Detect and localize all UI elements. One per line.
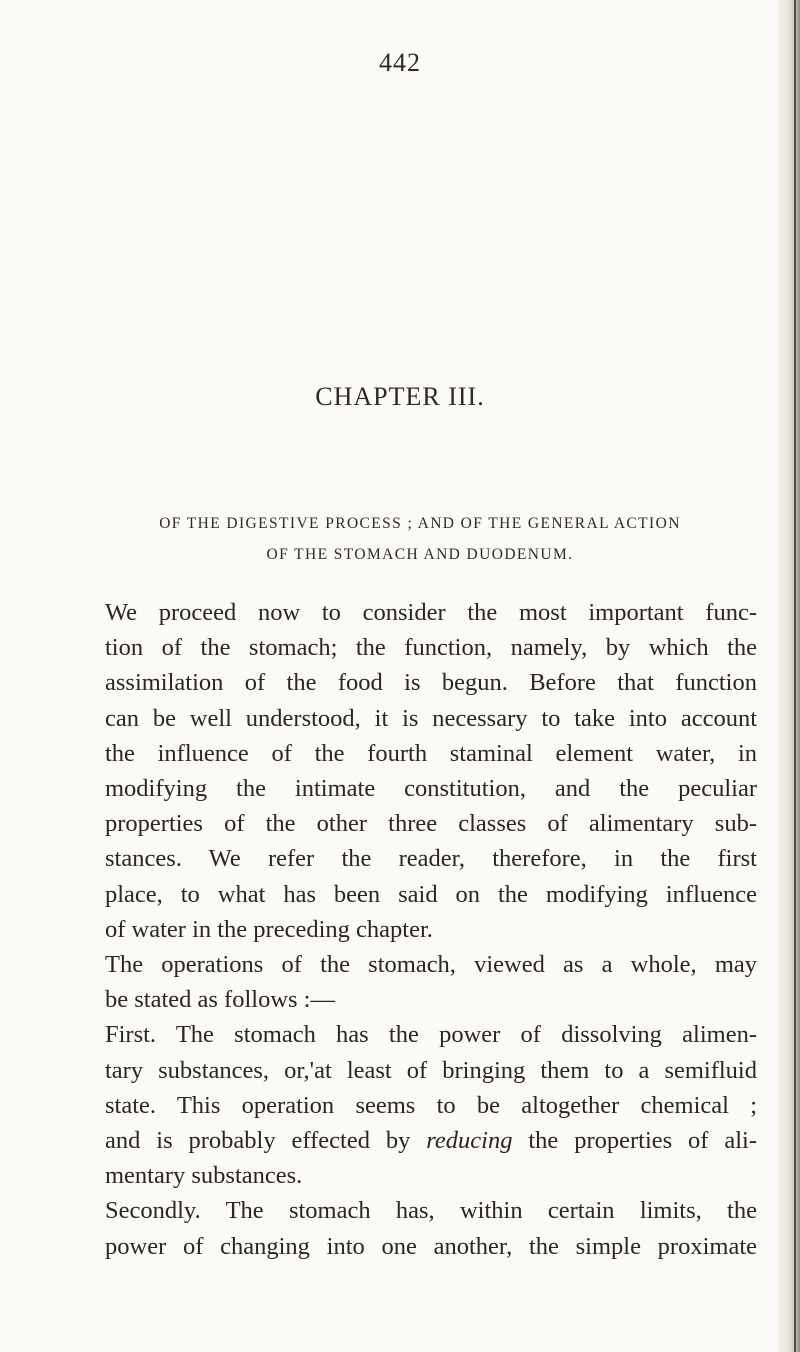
text-line: modifying the intimate constitution, and the peculiar (105, 775, 757, 803)
text-segment: and is probably effected by (105, 1127, 411, 1155)
italic-word: reducing (426, 1127, 513, 1155)
text-line: mentary substances. (105, 1162, 303, 1190)
text-line: can be well understood, it is necessary to take into account (105, 704, 757, 732)
text-line: Secondly. The stomach has, within certain limits, the (105, 1197, 757, 1225)
body-text (105, 595, 757, 1264)
subtitle-line-1: OF THE DIGESTIVE PROCESS ; AND OF THE GENERAL ACTION (159, 515, 681, 532)
text-line: tary substances, or,'at least of bringing them to a semifluid (105, 1056, 757, 1084)
text-line: power of changing into one another, the simple proximate (105, 1232, 757, 1260)
page-edge-shadow (778, 0, 800, 1352)
page-number: 442 (379, 48, 421, 77)
subtitle-line-2: OF THE STOMACH AND DUODENUM. (266, 546, 574, 563)
text-line: place, to what has been said on the modifying influence (105, 880, 757, 908)
text-line: assimilation of the food is begun. Before that function (105, 669, 757, 697)
text-line: properties of the other three classes of alimentary sub- (105, 810, 757, 838)
text-line: of water in the preceding chapter. (105, 915, 433, 943)
text-segment: the properties of ali- (528, 1127, 758, 1155)
chapter-heading: CHAPTER III. (315, 382, 485, 411)
text-line: We proceed now to consider the most important func- (105, 599, 757, 626)
text-line: be stated as follows :— (105, 986, 335, 1014)
chapter-subtitle (90, 508, 750, 570)
text-line: The operations of the stomach, viewed as a whole, may (105, 951, 757, 979)
text-line: stances. We refer the reader, therefore, in the first (105, 845, 757, 873)
text-line: First. The stomach has the power of dissolving alimen- (105, 1021, 757, 1049)
text-line-mixed (105, 1123, 757, 1158)
text-line: the influence of the fourth staminal element water, in (105, 739, 757, 767)
text-line: tion of the stomach; the function, namely, by which the (105, 634, 757, 662)
text-line: state. This operation seems to be altogether chemical ; (105, 1091, 757, 1119)
